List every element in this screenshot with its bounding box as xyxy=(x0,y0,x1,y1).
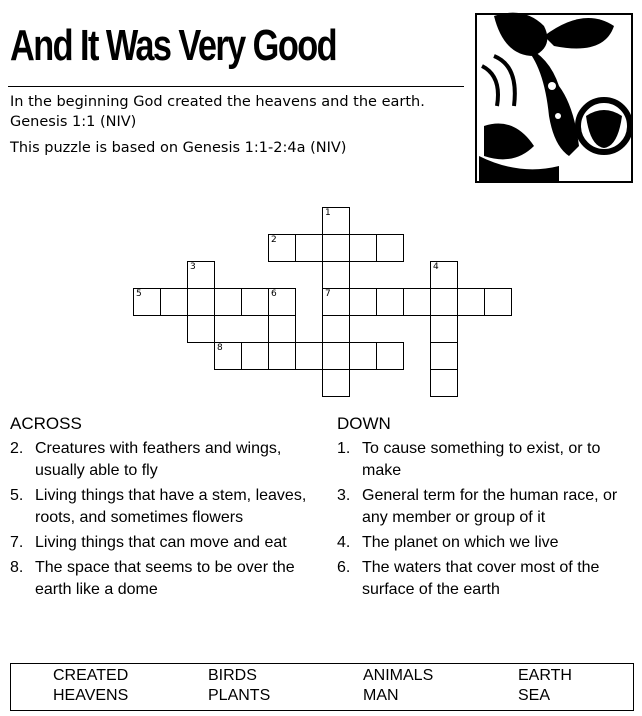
clue-text: Living things that can move and eat xyxy=(35,534,287,551)
down-clues xyxy=(337,414,637,604)
across-heading: ACROSS xyxy=(10,414,82,433)
down-heading: DOWN xyxy=(337,414,391,433)
grid-cell[interactable] xyxy=(322,261,350,289)
down-clue xyxy=(337,485,637,529)
grid-cell[interactable] xyxy=(322,315,350,343)
grid-cell[interactable] xyxy=(268,234,296,262)
down-clue xyxy=(337,438,637,482)
clue-number: 4 xyxy=(433,262,439,272)
across-clue xyxy=(10,557,310,601)
clue-text: The waters that cover most of the surface of the earth xyxy=(362,559,600,598)
animals-illustration xyxy=(474,6,634,184)
divider xyxy=(8,86,464,87)
word-bank-item: ANIMALS xyxy=(363,667,434,684)
grid-cell[interactable] xyxy=(322,369,350,397)
grid-cell[interactable] xyxy=(160,288,188,316)
grid-cell[interactable] xyxy=(322,234,350,262)
clue-number-label: 6. xyxy=(337,559,351,576)
down-clue xyxy=(337,532,637,554)
grid-cell[interactable] xyxy=(376,234,404,262)
grid-cell[interactable] xyxy=(430,342,458,370)
clue-number: 7 xyxy=(325,289,331,299)
clue-number: 3 xyxy=(190,262,196,272)
grid-cell[interactable] xyxy=(295,234,323,262)
clue-number-label: 7. xyxy=(10,534,24,551)
across-clue xyxy=(10,532,310,554)
grid-cell[interactable] xyxy=(187,261,215,289)
clue-number: 8 xyxy=(217,343,223,353)
clue-number: 6 xyxy=(271,289,277,299)
clue-number: 2 xyxy=(271,235,277,245)
clue-text: Living things that have a stem, leaves, roots, and sometimes flowers xyxy=(35,487,307,526)
clue-number: 1 xyxy=(325,208,331,218)
word-bank xyxy=(10,663,634,711)
grid-cell[interactable] xyxy=(349,342,377,370)
grid-cell[interactable] xyxy=(268,288,296,316)
grid-cell[interactable] xyxy=(133,288,161,316)
word-bank-item: HEAVENS xyxy=(53,687,129,704)
grid-cell[interactable] xyxy=(187,288,215,316)
grid-cell[interactable] xyxy=(430,288,458,316)
grid-cell[interactable] xyxy=(187,315,215,343)
grid-cell[interactable] xyxy=(376,342,404,370)
across-clue xyxy=(10,485,310,529)
clue-text: General term for the human race, or any member or group of it xyxy=(362,487,618,526)
grid-cell[interactable] xyxy=(484,288,512,316)
across-clues xyxy=(10,414,310,604)
grid-cell[interactable] xyxy=(268,342,296,370)
intro-source: This puzzle is based on Genesis 1:1-2:4a (NIV) xyxy=(10,140,347,156)
grid-cell[interactable] xyxy=(322,342,350,370)
page-title: And It Was Very Good xyxy=(10,21,337,70)
grid-cell[interactable] xyxy=(268,315,296,343)
word-bank-item: MAN xyxy=(363,687,399,704)
clue-number: 5 xyxy=(136,289,142,299)
word-bank-item: CREATED xyxy=(53,667,129,684)
clue-number-label: 1. xyxy=(337,440,351,457)
clue-text: The space that seems to be over the earth like a dome xyxy=(35,559,295,598)
word-bank-item: PLANTS xyxy=(208,687,271,704)
grid-cell[interactable] xyxy=(214,288,242,316)
grid-cell[interactable] xyxy=(295,342,323,370)
grid-cell[interactable] xyxy=(430,261,458,289)
grid-cell[interactable] xyxy=(214,342,242,370)
grid-cell[interactable] xyxy=(349,234,377,262)
intro-verse: In the beginning God created the heavens and the earth. Genesis 1:1 (NIV) xyxy=(10,94,425,130)
across-clue xyxy=(10,438,310,482)
grid-cell[interactable] xyxy=(376,288,404,316)
clue-text: To cause something to exist, or to make xyxy=(362,440,601,479)
clue-number-label: 4. xyxy=(337,534,351,551)
clue-number-label: 3. xyxy=(337,487,351,504)
word-bank-item: EARTH xyxy=(518,667,572,684)
grid-cell[interactable] xyxy=(430,369,458,397)
grid-cell[interactable] xyxy=(430,315,458,343)
clue-number-label: 5. xyxy=(10,487,24,504)
grid-cell[interactable] xyxy=(349,288,377,316)
down-clue xyxy=(337,557,637,601)
grid-cell[interactable] xyxy=(241,288,269,316)
grid-cell[interactable] xyxy=(322,288,350,316)
clue-text: The planet on which we live xyxy=(362,534,559,551)
clue-text: Creatures with feathers and wings, usually able to fly xyxy=(35,440,282,479)
word-bank-item: SEA xyxy=(518,687,551,704)
clue-number-label: 8. xyxy=(10,559,24,576)
grid-cell[interactable] xyxy=(241,342,269,370)
grid-cell[interactable] xyxy=(457,288,485,316)
grid-cell[interactable] xyxy=(322,207,350,235)
word-bank-item: BIRDS xyxy=(208,667,257,684)
clue-number-label: 2. xyxy=(10,440,24,457)
grid-cell[interactable] xyxy=(403,288,431,316)
